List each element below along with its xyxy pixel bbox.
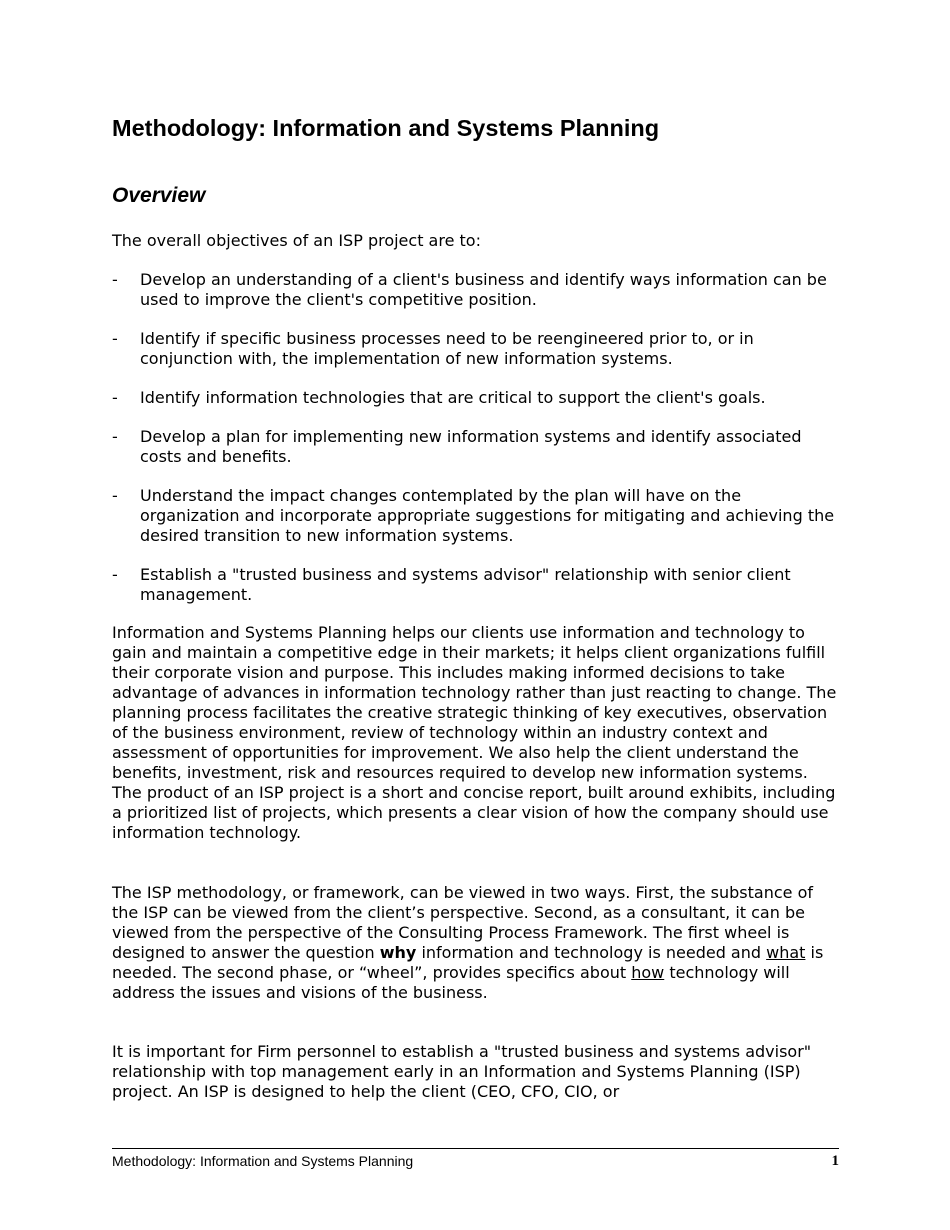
bullet-dash: - — [112, 270, 118, 289]
document-title: Methodology: Information and Systems Planning — [112, 115, 660, 141]
paragraph-text: is needed. The second phase, or “wheel”, provides specifics about — [112, 943, 824, 982]
bullet-dash: - — [112, 565, 118, 584]
list-item — [112, 486, 842, 546]
paragraph-text: The ISP methodology, or framework, can be viewed in two ways. First, the substance of the ISP can be viewed from the client’s perspective. Second, as a consultant, it can be viewed from the perspective of the Consulting Process Framework. The first wheel is designed to answer the question — [112, 883, 813, 962]
emphasis-how: how — [631, 963, 665, 982]
list-item — [112, 329, 842, 369]
emphasis-what: what — [766, 943, 806, 962]
section-heading-overview: Overview — [112, 184, 206, 207]
bullet-dash: - — [112, 329, 118, 348]
list-item — [112, 427, 842, 467]
footer-divider — [112, 1148, 839, 1149]
objective-text: Identify if specific business processes need to be reengineered prior to, or in conjunction with, the implementation of new information systems. — [140, 329, 754, 368]
footer-title: Methodology: Information and Systems Planning — [112, 1153, 414, 1169]
objective-text: Identify information technologies that are critical to support the client's goals. — [140, 388, 766, 407]
paragraph-isp-methodology — [112, 883, 842, 1003]
objective-text: Develop a plan for implementing new information systems and identify associated costs and benefits. — [140, 427, 802, 466]
bullet-dash: - — [112, 427, 118, 446]
list-item — [112, 565, 842, 605]
paragraph-trusted-advisor: It is important for Firm personnel to establish a "trusted business and systems advisor" relationship with top management early in an Information and Systems Planning (ISP) project. An ISP is designed to help the client (CEO, CFO, CIO, or — [112, 1042, 812, 1101]
emphasis-why: why — [379, 943, 417, 962]
paragraph-text: information and technology is needed and — [416, 943, 767, 962]
objectives-list — [112, 270, 842, 624]
objective-text: Understand the impact changes contemplated by the plan will have on the organization and incorporate appropriate suggestions for mitigating and achieving the desired transition to new information systems. — [140, 486, 835, 545]
paragraph-text: technology will address the issues and visions of the business. — [112, 963, 790, 1002]
page-number: 1 — [831, 1153, 839, 1169]
list-item — [112, 388, 842, 408]
objective-text: Establish a "trusted business and systems advisor" relationship with senior client management. — [140, 565, 791, 604]
paragraph-isp-benefits: Information and Systems Planning helps our clients use information and technology to gain and maintain a competitive edge in their markets; it helps client organizations fulfill their corporate vision and purpose. This includes making informed decisions to take advantage of advances in information technology rather than just reacting to change. The planning process facilitates the creative strategic thinking of key executives, observation of the business environment, review of technology within an industry context and assessment of opportunities for improvement. We also help the client understand the benefits, investment, risk and resources required to develop new information systems. The product of an ISP project is a short and concise report, built around exhibits, including a prioritized list of projects, which presents a clear vision of how the company should use information technology. — [112, 623, 837, 842]
list-item — [112, 270, 842, 310]
objectives-intro: The overall objectives of an ISP project are to: — [112, 231, 481, 250]
bullet-dash: - — [112, 388, 118, 407]
objective-text: Develop an understanding of a client's business and identify ways information can be used to improve the client's competitive position. — [140, 270, 827, 309]
bullet-dash: - — [112, 486, 118, 505]
